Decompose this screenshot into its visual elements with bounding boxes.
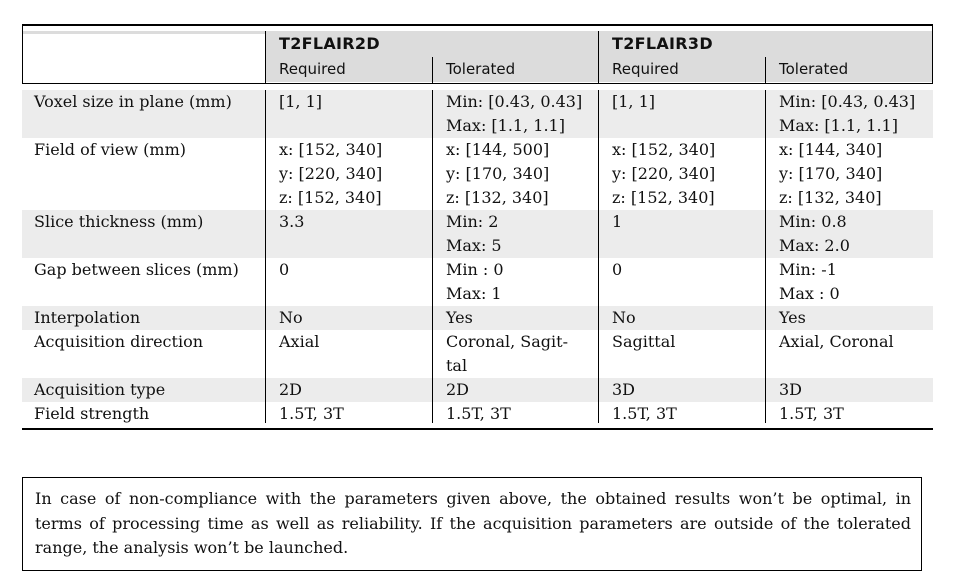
cell-line: Min: 0.8	[779, 212, 847, 231]
cell-line: 1.5T, 3T	[446, 404, 511, 423]
cell-line: z: [132, 340]	[779, 188, 882, 207]
cell-line: y: [170, 340]	[446, 164, 550, 183]
table-cell	[779, 330, 894, 354]
cell-line: Sagittal	[612, 332, 676, 351]
table-cell	[446, 378, 469, 402]
row-label: Slice thickness (mm)	[34, 212, 204, 231]
table-cell	[779, 378, 802, 402]
cell-line: Max: [1.1, 1.1]	[779, 116, 898, 135]
table-row	[22, 306, 933, 330]
table-cell	[612, 90, 655, 114]
cell-line: Max: 5	[446, 236, 502, 255]
table-cell	[779, 402, 844, 426]
row-label: Field of view (mm)	[34, 140, 187, 159]
table-cell	[446, 138, 549, 210]
row-label: Interpolation	[34, 308, 141, 327]
table-cell	[279, 258, 289, 282]
table-row	[22, 330, 933, 378]
cell-line: 1.5T, 3T	[279, 404, 344, 423]
table-cell	[446, 258, 504, 306]
table-cell	[612, 258, 622, 282]
table-cell	[279, 378, 302, 402]
row-label: Field strength	[34, 404, 150, 423]
table-cell	[779, 138, 882, 210]
row-label: Acquisition direction	[34, 332, 203, 351]
cell-line: Yes	[446, 308, 473, 327]
table-row	[22, 258, 933, 306]
compliance-note-text: In case of non-compliance with the parameters given above, the obtained results won’t be optimal, in terms of processing time as well as reliability. If the acquisition parameters are outside of the tolerated range, the analysis won’t be launched.	[35, 489, 911, 557]
subheader-required-2d: Required	[279, 60, 346, 78]
cell-line: Min: 2	[446, 212, 499, 231]
cell-line: 0	[612, 260, 623, 279]
group-header-t2flair3d: T2FLAIR3D	[612, 34, 713, 53]
compliance-note-box	[22, 477, 922, 571]
cell-line: 1	[612, 212, 623, 231]
table-cell	[279, 210, 304, 234]
table-cell	[779, 210, 850, 258]
table-cell	[612, 306, 636, 330]
subheader-tolerated-2d: Tolerated	[446, 60, 516, 78]
table-cell	[446, 330, 568, 378]
cell-line: Yes	[779, 308, 806, 327]
subheader-required-3d: Required	[612, 60, 679, 78]
subheader-tolerated-3d: Tolerated	[779, 60, 849, 78]
table-row	[22, 90, 933, 138]
cell-line: x: [144, 500]	[446, 140, 550, 159]
table-cell	[612, 402, 677, 426]
table-cell	[612, 138, 715, 210]
cell-line: [1, 1]	[612, 92, 656, 111]
cell-line: Min : 0	[446, 260, 504, 279]
cell-line: z: [152, 340]	[279, 188, 382, 207]
table-cell	[612, 378, 635, 402]
cell-line: Max: 2.0	[779, 236, 850, 255]
cell-line: 1.5T, 3T	[779, 404, 844, 423]
table-cell	[279, 402, 344, 426]
cell-line: tal	[446, 356, 468, 375]
table-cell	[279, 138, 382, 210]
table-bottom-rule	[22, 428, 933, 430]
table-row	[22, 402, 933, 426]
column-divider	[598, 90, 599, 423]
table-cell	[279, 90, 322, 114]
table-row	[22, 210, 933, 258]
table-cell	[446, 402, 511, 426]
table-top-rule	[22, 24, 933, 26]
cell-line: x: [144, 340]	[779, 140, 883, 159]
cell-line: Axial	[279, 332, 320, 351]
header-rule	[22, 83, 933, 84]
table-cell	[612, 330, 675, 354]
cell-line: [1, 1]	[279, 92, 323, 111]
cell-line: 1.5T, 3T	[612, 404, 677, 423]
header-shade-corner	[22, 31, 265, 34]
cell-line: z: [132, 340]	[446, 188, 549, 207]
cell-line: Min: -1	[779, 260, 837, 279]
cell-line: No	[279, 308, 303, 327]
table-cell	[779, 90, 915, 138]
cell-line: Coronal, Sagit-	[446, 332, 568, 351]
cell-line: Max: [1.1, 1.1]	[446, 116, 565, 135]
cell-line: x: [152, 340]	[612, 140, 716, 159]
table-cell	[279, 306, 303, 330]
row-label: Gap between slices (mm)	[34, 260, 239, 279]
cell-line: Min: [0.43, 0.43]	[779, 92, 916, 111]
row-label: Acquisition type	[34, 380, 166, 399]
table-cell	[446, 210, 502, 258]
header-divider	[765, 57, 766, 83]
column-divider	[765, 90, 766, 423]
cell-line: y: [170, 340]	[779, 164, 883, 183]
cell-line: 3D	[612, 380, 636, 399]
cell-line: 0	[279, 260, 290, 279]
column-divider	[432, 90, 433, 423]
column-divider	[265, 90, 266, 423]
header-divider	[432, 57, 433, 83]
cell-line: z: [152, 340]	[612, 188, 715, 207]
cell-line: 2D	[446, 380, 470, 399]
header-divider	[598, 31, 599, 83]
table-cell	[779, 258, 840, 306]
cell-line: 3D	[779, 380, 803, 399]
cell-line: 2D	[279, 380, 303, 399]
table-cell	[779, 306, 806, 330]
row-label: Voxel size in plane (mm)	[34, 92, 232, 111]
cell-line: x: [152, 340]	[279, 140, 383, 159]
cell-line: Max : 0	[779, 284, 840, 303]
table-cell	[279, 330, 319, 354]
table-cell	[446, 90, 582, 138]
cell-line: Axial, Coronal	[779, 332, 894, 351]
cell-line: 3.3	[279, 212, 305, 231]
table-cell	[612, 210, 622, 234]
cell-line: Max: 1	[446, 284, 502, 303]
cell-line: y: [220, 340]	[279, 164, 383, 183]
cell-line: y: [220, 340]	[612, 164, 716, 183]
header-right-border	[932, 26, 933, 83]
table-row	[22, 378, 933, 402]
table-row	[22, 138, 933, 210]
group-header-t2flair2d: T2FLAIR2D	[279, 34, 380, 53]
cell-line: No	[612, 308, 636, 327]
header-divider	[265, 31, 266, 83]
cell-line: Min: [0.43, 0.43]	[446, 92, 583, 111]
header-left-border	[22, 26, 23, 83]
table-cell	[446, 306, 473, 330]
